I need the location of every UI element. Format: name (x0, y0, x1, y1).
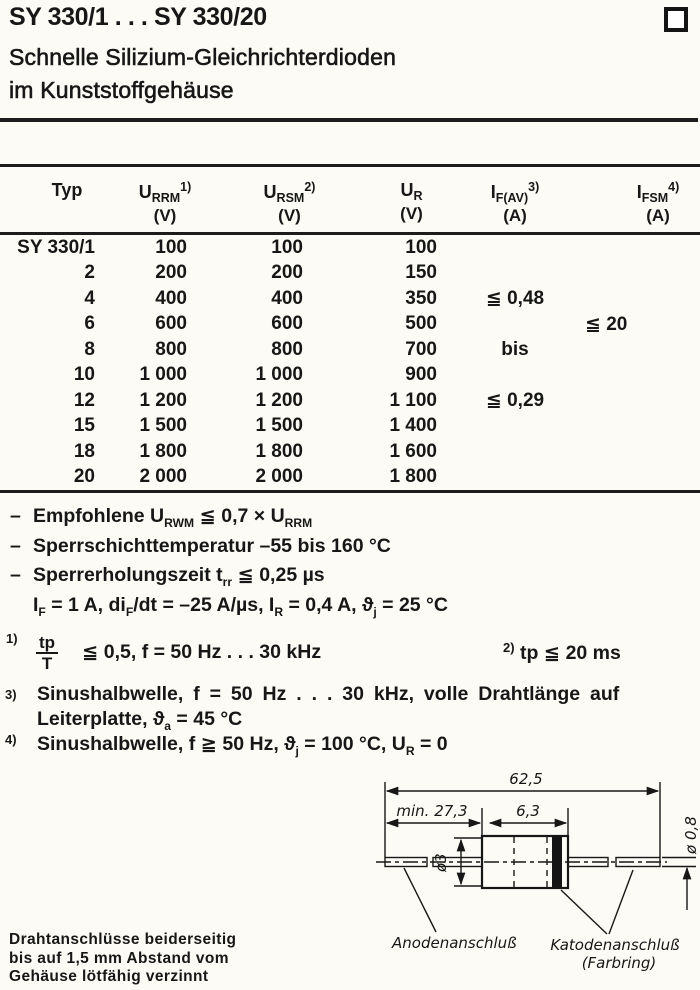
footnote-3-marker: 3) (5, 687, 17, 702)
col-header-ursm: $U_{RSM}^{2)}$ (V) (263, 180, 316, 225)
table-row: 2 200 200 150 (84, 262, 437, 284)
footnote-1-and-2 (0, 631, 700, 677)
dimension-body-dia-label: ø3 (432, 853, 450, 872)
table-row: 6 600 600 500 ≦ 20 (84, 313, 628, 335)
note-junction-temp: – Sperrschichttemperatur –55 bis 160 °C (10, 534, 391, 557)
col-header-urrm: $U_{RRM}^{1)}$ (V) (138, 180, 192, 225)
subtitle-line-1: Schnelle Silizium-Gleichrichterdioden (9, 44, 397, 70)
dimension-overall-label: 62,5 (509, 770, 543, 788)
anode-label: Anodenanschluß (392, 934, 517, 952)
footnote-3-body: Sinushalbwelle, f = 50 Hz . . . 30 kHz, volle Drahtlänge auf Leiterplatte, $ϑ_a = 45$ °C (37, 683, 620, 733)
solder-note: Drahtanschlüsse beiderseitig bis auf 1,5 mm Abstand vom Gehäuse lötfähig verzinnt (9, 931, 237, 985)
table-row: 15 1 500 1 500 1 400 (73, 415, 437, 437)
col-header-ur: $U_R$ (V) (400, 180, 423, 223)
subtitle-line-2: im Kunststoffgehäuse (9, 77, 234, 103)
table-row: 12 1 200 1 200 1 100 ≦ 0,29 (73, 389, 545, 412)
note-recovery-time: – Sperrerholungszeit $t_{rr}$ ≦ 0,25 µs (10, 564, 325, 589)
ratings-table (0, 164, 700, 493)
page-subtitle (9, 41, 396, 107)
package-outline-drawing (330, 758, 700, 990)
table-row: 8 800 800 700 bis (84, 338, 529, 360)
footnote-4-marker: 4) (5, 732, 17, 747)
footnote-3 (0, 682, 700, 739)
page-title: SY 330/1 . . . SY 330/20 (9, 3, 267, 31)
note-recovery-conditions: $I_F = 1$ A, $di_F/dt = -25$ A/µs, $I_R = 0,4$ A, $ϑ_j = 25$ °C (33, 593, 448, 619)
footnote-1-text: ≦ 0,5, f = 50 Hz . . . 30 kHz (82, 641, 322, 663)
footnote-4: 4) Sinushalbwelle, f ≧ 50 Hz, $ϑ_j = 100$ °C, $U_R = 0$ (5, 732, 448, 758)
col-header-typ: Typ (51, 180, 83, 200)
footnote-1-marker: 1) (6, 631, 18, 646)
cathode-leader-line-2 (609, 870, 633, 934)
cathode-label: Katodenanschluß (550, 936, 680, 954)
anode-leader-line (404, 868, 436, 932)
dimension-wire-dia-label: ø 0,8 (682, 816, 700, 854)
dimension-body-label: 6,3 (516, 802, 540, 820)
table-row: 4 400 400 350 ≦ 0,48 (84, 287, 545, 310)
col-header-ifsm: $I_{FSM}^{4)}$ (A) (636, 180, 680, 225)
cathode-label-farbring: (Farbring) (581, 954, 657, 972)
col-header-ifav: $I_{F(AV)}^{3)}$ (A) (490, 180, 540, 225)
registration-square-icon (664, 7, 688, 32)
header-divider (0, 118, 698, 122)
table-row: 10 1 000 1 000 900 (73, 364, 437, 386)
duty-cycle-fraction: $\frac{tp}{T}$ (36, 633, 58, 673)
cathode-leader-line-1 (561, 890, 607, 934)
footnote-2: $^{2)}$ tp ≦ 20 ms (503, 640, 621, 664)
table-row: SY 330/1 100 100 100 (17, 236, 437, 258)
table-row: 20 2 000 2 000 1 800 (0, 465, 700, 492)
table-header-row (0, 166, 700, 234)
characteristics-notes (0, 502, 700, 620)
table-row: 18 1 800 1 800 1 600 (73, 440, 437, 462)
dimension-lead-label: min. 27,3 (396, 802, 468, 820)
note-urwm: – Empfohlene $U_{RWM}$ ≦ $0,7 \times U_{RRM}$ (10, 505, 313, 530)
